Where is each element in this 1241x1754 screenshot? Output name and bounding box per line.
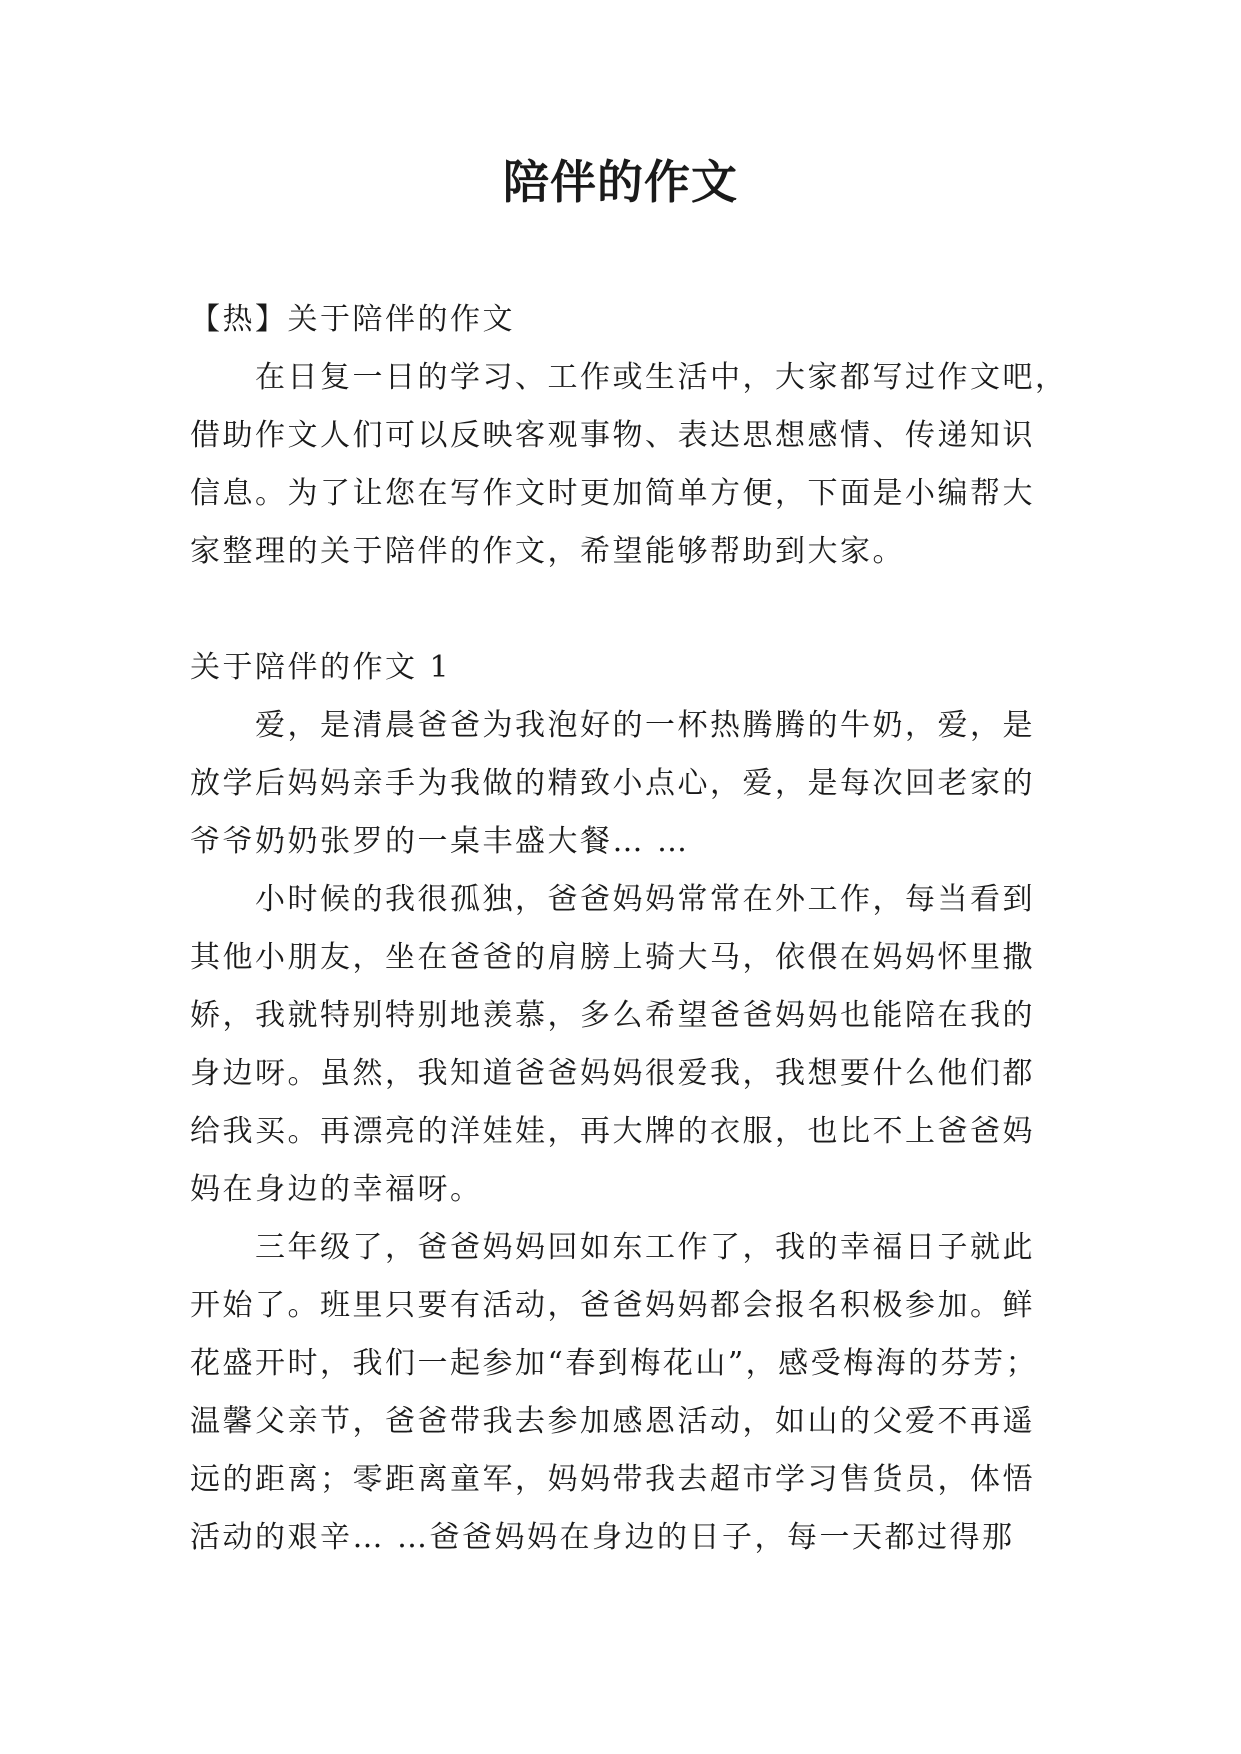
para3-line-3: 花盛开时，我们一起参加“春到梅花山”，感受梅海的芬芳； — [190, 1346, 1039, 1381]
intro-line-3: 信息。为了让您在写作文时更加简单方便，下面是小编帮大 — [190, 476, 1035, 511]
para2-line-2: 其他小朋友，坐在爸爸的肩膀上骑大马，依偎在妈妈怀里撒 — [190, 940, 1035, 975]
intro-line-1: 在日复一日的学习、工作或生活中，大家都写过作文吧， — [255, 360, 1068, 395]
section-heading: 关于陪伴的作文 1 — [190, 650, 452, 685]
para3-line-2: 开始了。班里只要有活动，爸爸妈妈都会报名积极参加。鲜 — [190, 1288, 1035, 1323]
para3-line-1: 三年级了，爸爸妈妈回如东工作了，我的幸福日子就此 — [255, 1230, 1035, 1265]
para2-line-5: 给我买。再漂亮的洋娃娃，再大牌的衣服，也比不上爸爸妈 — [190, 1114, 1035, 1149]
document-subtitle: 【热】关于陪伴的作文 — [190, 302, 515, 337]
para1-line-1: 爱，是清晨爸爸为我泡好的一杯热腾腾的牛奶，爱，是 — [255, 708, 1035, 743]
para3-line-5: 远的距离；零距离童军，妈妈带我去超市学习售货员，体悟 — [190, 1462, 1035, 1497]
intro-line-4: 家整理的关于陪伴的作文，希望能够帮助到大家。 — [190, 534, 905, 569]
para2-line-1: 小时候的我很孤独，爸爸妈妈常常在外工作，每当看到 — [255, 882, 1035, 917]
para2-line-3: 娇，我就特别特别地羡慕，多么希望爸爸妈妈也能陪在我的 — [190, 998, 1035, 1033]
para1-line-3: 爷爷奶奶张罗的一桌丰盛大餐… … — [190, 824, 690, 859]
para1-line-2: 放学后妈妈亲手为我做的精致小点心，爱，是每次回老家的 — [190, 766, 1035, 801]
intro-line-2: 借助作文人们可以反映客观事物、表达思想感情、传递知识 — [190, 418, 1035, 453]
para2-line-6: 妈在身边的幸福呀。 — [190, 1172, 483, 1207]
para2-line-4: 身边呀。虽然，我知道爸爸妈妈很爱我，我想要什么他们都 — [190, 1056, 1035, 1091]
para3-line-6: 活动的艰辛… …爸爸妈妈在身边的日子，每一天都过得那 — [190, 1520, 1015, 1555]
para3-line-4: 温馨父亲节，爸爸带我去参加感恩活动，如山的父爱不再遥 — [190, 1404, 1035, 1439]
document-title: 陪伴的作文 — [503, 155, 738, 209]
